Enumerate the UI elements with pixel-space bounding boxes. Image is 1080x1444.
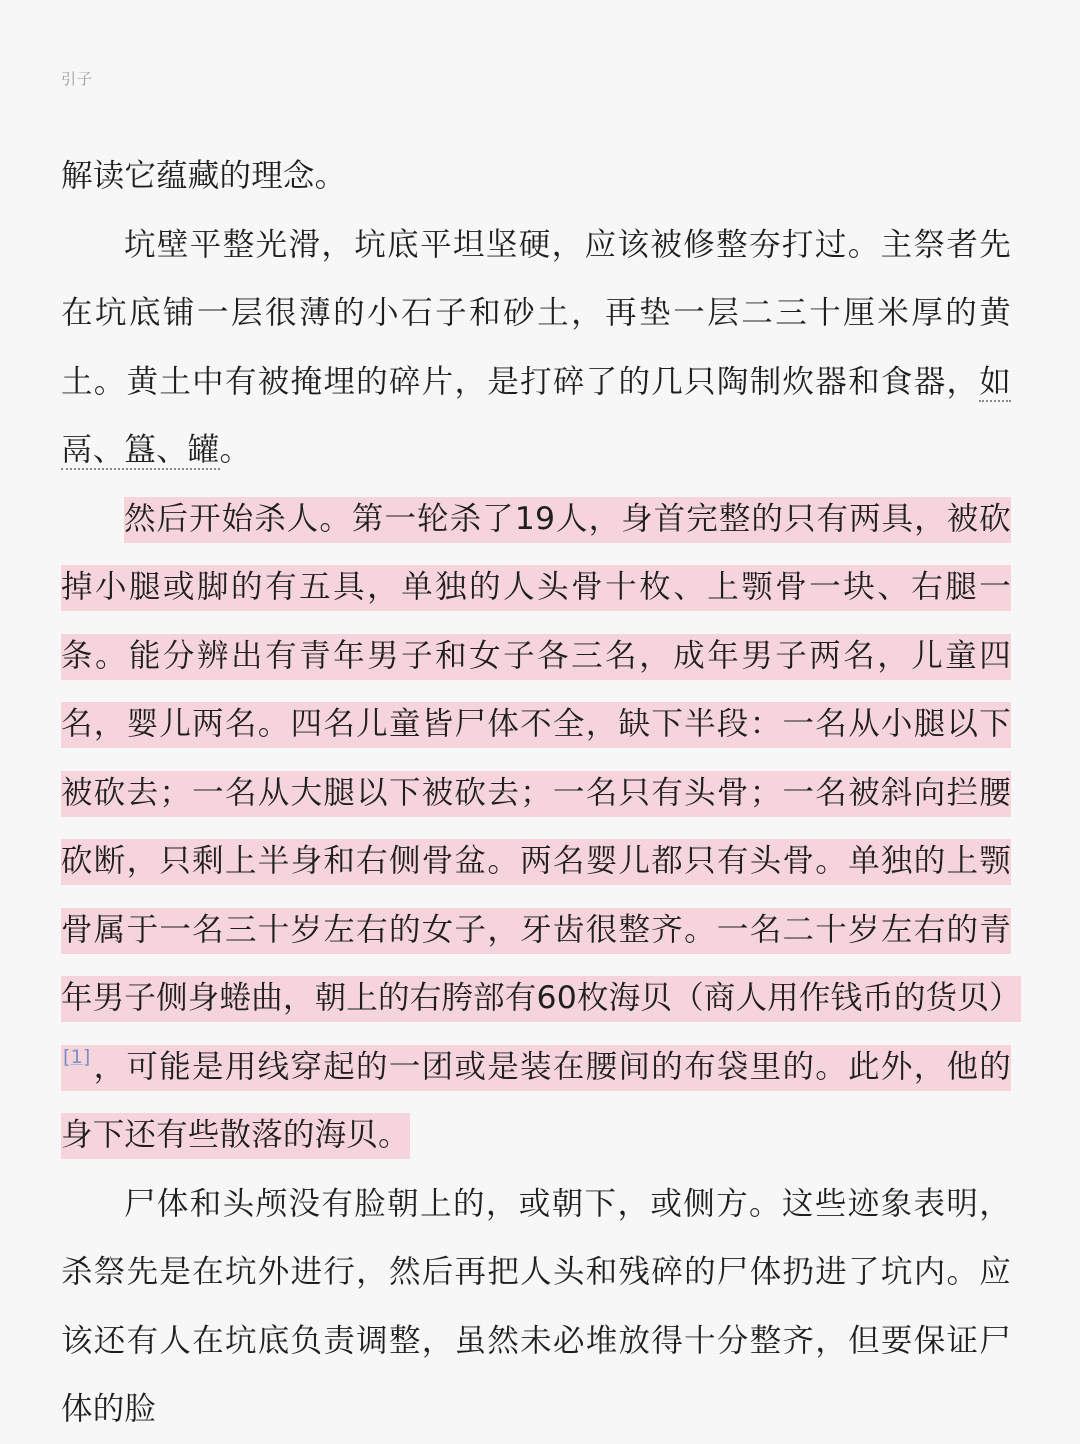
paragraph-3-highlighted [61, 485, 1021, 1170]
paragraph-4-text[interactable]: 尸体和头颅没有脸朝上的，或朝下，或侧方。这些迹象表明，杀祭先是在坑外进行，然后再把人头和残碎的尸体扔进了坑内。应该还有人在坑底负责调整，虽然未必堆放得十分整齐，但要保证尸体的脸 [61, 1185, 1011, 1427]
annotated-phrase[interactable]: 如鬲、簋、罐 [61, 363, 1011, 468]
paragraph-1 [61, 142, 1011, 211]
paragraph-2-end[interactable]: 。 [219, 432, 252, 468]
paragraph-2-text[interactable]: 坑壁平整光滑，坑底平坦坚硬，应该被修整夯打过。主祭者先在坑底铺一层很薄的小石子和砂土，再垫一层二三十厘米厚的黄土。黄土中有被掩埋的碎片，是打碎了的几只陶制炊器和食器， [61, 226, 1011, 400]
paragraph-3-text-b: ，可能是用线穿起的一团或是装在腰间的布袋里的。此外，他的身下还有些散落的海贝。 [61, 1048, 1011, 1153]
paragraph-3-text-a: 然后开始杀人。第一轮杀了19人，身首完整的只有两具，被砍掉小腿或脚的有五具，单独的人头骨十枚、上颚骨一块、右腿一条。能分辨出有青年男子和女子各三名，成年男子两名，儿童四名，婴儿两名。四名儿童皆尸体不全，缺下半段：一名从小腿以下被砍去；一名从大腿以下被砍去；一名只有头骨；一名被斜向拦腰砍断，只剩上半身和右侧骨盆。两名婴儿都只有头骨。单独的上颚骨属于一名三十岁左右的女子，牙齿很整齐。一名二十岁左右的青年男子侧身蜷曲，朝上的右胯部有60枚海贝（商人用作钱币的货贝） [61, 500, 1021, 1016]
chapter-title: 引子 [61, 70, 94, 88]
footnote-link[interactable]: [1] [63, 1045, 91, 1068]
highlight-segment-1[interactable] [61, 497, 1021, 1160]
paragraph-4 [61, 1170, 1011, 1444]
paragraph-1-text[interactable]: 解读它蕴藏的理念。 [61, 158, 347, 194]
paragraph-2 [61, 211, 1011, 485]
book-text [61, 142, 1021, 1444]
